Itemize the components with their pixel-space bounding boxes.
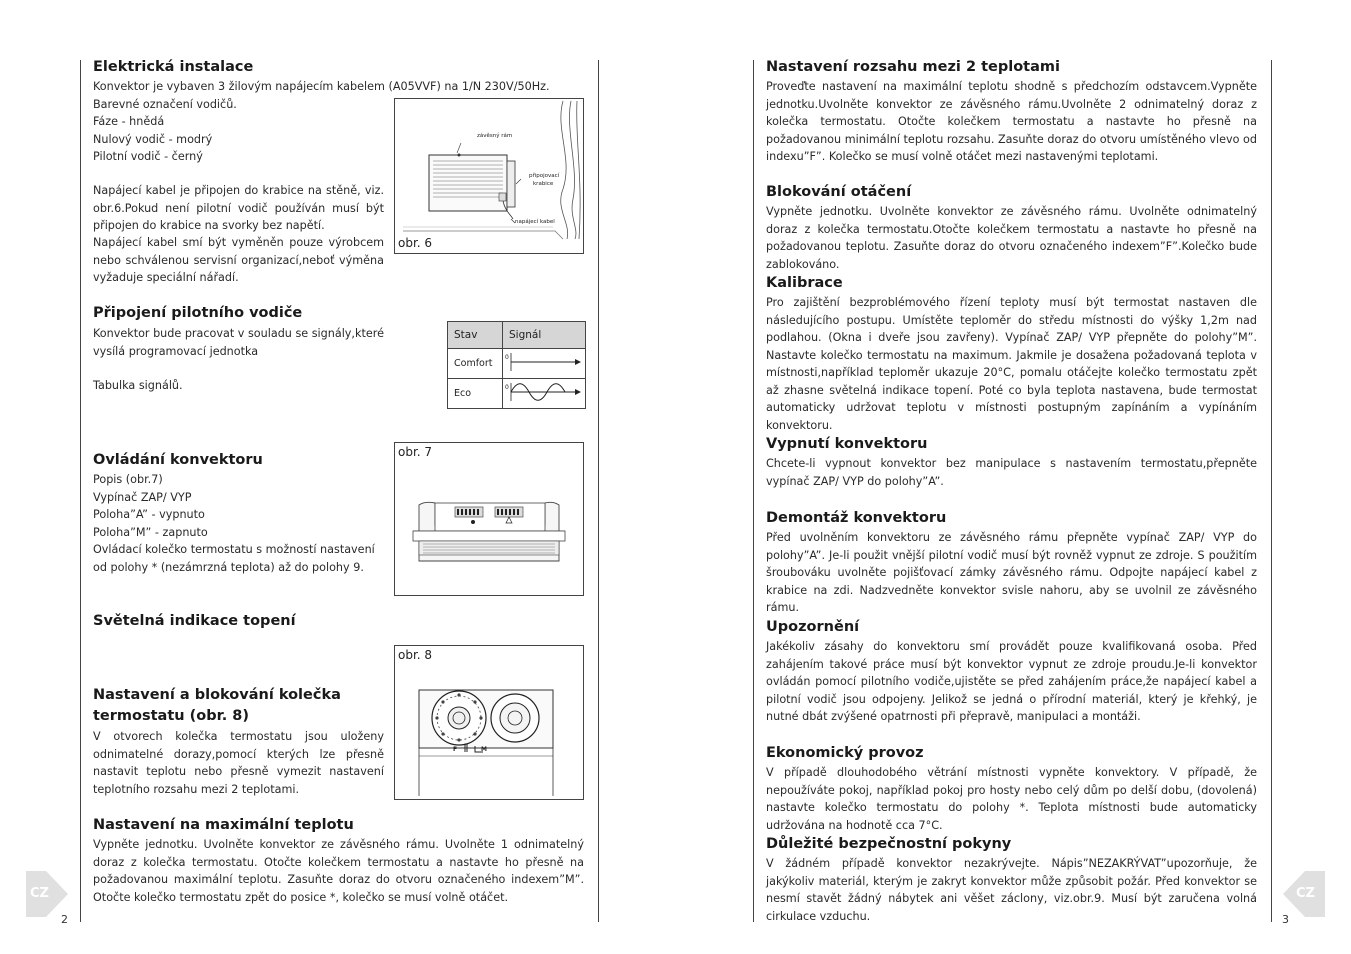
heading-rotation-lock: Blokování otáčení (766, 184, 912, 200)
text-line: Pilotní vodič - černý (93, 150, 203, 163)
safety-instructions-para: V žádném případě konvektor nezakrývejte. Nápis”NEZAKRÝVAT”upozorňuje, že jakýkoliv materiál, kterým je zakryt konvektor může způsobit požár. Před konvektor se nesmí stavět žádný nábytek ani věšet záclony, viz.obr.9. Musí být zaručena volná cirkulace vzduchu. (766, 857, 1257, 923)
heading-thermostat-lock-l2: termostatu (obr. 8) (93, 708, 249, 724)
text-line: Fáze - hnědá (93, 115, 165, 128)
heading-warning: Upozornění (766, 619, 860, 635)
page-number-left: 2 (61, 913, 68, 926)
callout-power-cable: napájecí kabel (515, 219, 555, 225)
page-number-right: 3 (1282, 913, 1289, 926)
corner-tab-label: CZ (30, 886, 49, 901)
heading-electrical-installation: Elektrická instalace (93, 59, 254, 75)
state-comfort: Comfort (448, 349, 503, 379)
sine-signal-graphic (503, 379, 585, 405)
heading-switch-off: Vypnutí konvektoru (766, 436, 928, 452)
heading-thermostat-lock-l1: Nastavení a blokování kolečka (93, 687, 341, 703)
index-mark-m: M (481, 746, 487, 753)
state-eco: Eco (448, 379, 503, 409)
switch-off-para: Chcete-li vypnout konvektor bez manipulace s nastavením termostatu,přepněte vypínač ZAP/ VYP do polohy”A”. (766, 457, 1257, 488)
warning-para: Jakékoliv zásahy do konvektoru smí provádět pouze kvalifikovaná osoba. Před zahájením takové práce musí být konvektor vypnut ze zdroje proudu.Je-li konvektor ovládán pomocí pilotního vodiče,ujistěte se před zahájením práce,že napájecí kabel a pilotní vodič jsou odpojeny. Jelikož se jedná o přírodní materiál, který je křehký, je nutné dbát zvýšené opatrnosti při přepravě, manipulaci a montáži. (766, 640, 1257, 723)
signal-table (447, 321, 586, 409)
signal-table-caption: Tabulka signálů. (93, 379, 183, 392)
signal-eco (503, 379, 586, 409)
heading-dismantling: Demontáž konvektoru (766, 510, 947, 526)
text-line: Nulový vodič - modrý (93, 132, 213, 146)
figure-8-label: obr. 8 (398, 648, 433, 662)
figure-7 (394, 442, 584, 596)
figure-6 (394, 98, 584, 254)
text-line: Popis (obr.7) (93, 473, 163, 486)
signal-zero-label: 0 (505, 384, 509, 391)
left-page-right-rule (598, 60, 599, 922)
heading-safety-instructions: Důležité bezpečnostní pokyny (766, 836, 1012, 852)
callout-junction-box-2: krabice (533, 181, 554, 187)
heading-convector-control: Ovládání konvektoru (93, 452, 263, 468)
convector-control-lines (93, 471, 208, 541)
max-temperature-para: Vypněte jednotku. Uvolněte konvektor ze závěsného rámu. Uvolněte 1 odnimatelný doraz z kolečka termostatu. Otočte kolečkem termostatu a nastavte ho přesně na požadovanou maximální teplotu. Zasuňte doraz do otvoru označeného indexem”M”. Otočte kolečko termostatu zpět do posice *, kolečko se musí volně otáčet. (93, 838, 584, 904)
col-header-state: Stav (448, 322, 503, 349)
text-line: Vypínač ZAP/ VYP (93, 490, 192, 504)
corner-tab-label: CZ (1296, 886, 1315, 901)
callout-junction-box-1: připojovací (529, 173, 560, 179)
thermostat-lock-para: V otvorech kolečka termostatu jsou uloženy odnimatelné dorazy,pomocí kterých lze přesně nastavit teplotu nebo přesně vymezit nastavení teplotního rozsahu mezi 2 teplotami. (93, 730, 384, 796)
heading-max-temperature: Nastavení na maximální teplotu (93, 817, 354, 833)
col-header-signal: Signál (503, 322, 586, 349)
index-mark-f: F (453, 746, 458, 753)
text-line: Poloha”A” - vypnuto (93, 508, 205, 521)
convector-control-para: Ovládací kolečko termostatu s možností nastavení od polohy * (nezámrzná teplota) až do polohy 9. (93, 543, 375, 574)
right-page-left-rule (753, 60, 754, 922)
dismantling-para: Před uvolněním konvektoru ze závěsného rámu přepněte vypínač ZAP/ VYP do polohy”A”. Je-li použit vnější pilotní vodič musí být rovněž vypnut ze zdroje. S použitím šroubováku uvolněte pojišťovací zámky závěsného rámu. Odpojte napájecí kabel z krabice na zdi. Nadzvedněte konvektor svisle nahoru, aby se uvolnil ze závěsného rámu. (766, 531, 1257, 614)
control-panel-illustration (395, 443, 583, 595)
economic-operation-para: V případě dlouhodobého větrání místnosti vypněte konvektory. V případě, že nepoužíváte pokoj, například pokoj pro hosty nebo celý dům po delší dobu, (dovolená) nastavte kolečko termostatu do polohy *. Teplota místnosti bude automaticky udržována na hodnotě cca 7°C. (766, 766, 1257, 832)
left-margin-rule (80, 60, 81, 922)
figure-8 (394, 645, 584, 800)
thermostat-dials-illustration (395, 646, 583, 799)
right-margin-rule (1271, 60, 1272, 922)
callout-frame: závěsný rám (477, 133, 513, 139)
range-setting-para: Proveďte nastavení na maximální teplotu shodně s předchozím odstavcem.Vypněte jednotku.Uvolněte konvektor ze závěsného rámu.Uvolněte 2 odnimatelný doraz z kolečka termostatu. Otočte kolečkem termostatu a nastavte ho přesně na požadovanou minimální teplotu rozsahu. Zasuňte doraz do otvoru umístěného vlevo od indexu”F”. Kolečko se musí volně otáčet mezi nastavenými teplotami. (766, 80, 1257, 163)
heading-economic-operation: Ekonomický provoz (766, 745, 924, 761)
text-line: Poloha”M” - zapnuto (93, 525, 208, 539)
heading-range-setting: Nastavení rozsahu mezi 2 teplotami (766, 59, 1060, 75)
figure-7-label: obr. 7 (398, 445, 433, 459)
text-line: Konvektor je vybaven 3 žilovým napájecím kabelem (A05VVF) na 1/N 230V/50Hz. (93, 80, 550, 93)
signal-comfort (503, 349, 586, 379)
signal-zero-label: 0 (505, 354, 509, 361)
text-line: Barevné označení vodičů. (93, 97, 237, 111)
pilot-wire-para: Konvektor bude pracovat v souladu se signály,které vysílá programovací jednotka (93, 327, 384, 358)
heading-pilot-wire: Připojení pilotního vodiče (93, 305, 303, 321)
figure-6-label: obr. 6 (398, 236, 433, 250)
flat-signal-graphic (503, 349, 585, 375)
rotation-lock-para: Vypněte jednotku. Uvolněte konvektor ze závěsného rámu. Uvolněte odnimatelný doraz z kolečka termostatu.Otočte kolečkem termostatu a nastavte ho přesně na požadovanou teplotu. Zasuňte doraz do otvoru označeného indexem”F”.Kolečko bude zablokováno. (766, 205, 1257, 271)
electrical-installation-para-3: Napájecí kabel smí být vyměněn pouze výrobcem nebo schválenou servisní organizací,neboť výměna vyžaduje speciální nářadí. (93, 236, 384, 284)
corner-tab-left (26, 871, 68, 917)
corner-tab-right (1283, 871, 1325, 917)
electrical-installation-para-2: Napájecí kabel je připojen do krabice na stěně, viz. obr.6.Pokud není pilotní vodič používán musí být připojen do krabice na svorky bez napětí. (93, 184, 384, 232)
calibration-para: Pro zajištění bezproblémového řízení teploty musí být termostat nastaven dle následujícího postupu. Umístěte teploměr do středu místnosti do výšky 1,2m nad podlahou. (Okna i dveře jsou zavřeny). Vypínač ZAP/ VYP přepněte do polohy”M”. Nastavte kolečko termostatu na maximum. Jakmile je dosažena požadovaná teplota v místnosti,například teploměr ukazuje 20°C, pomalu otáčejte kolečko termostatu zpět až zhasne světelná indikace topení. Poté co byla teplota nastavena, bude termostat automaticky udržovat teplotu v místnosti postupným zapínáním a vypínáním konvektoru. (766, 296, 1257, 432)
heading-heating-indicator: Světelná indikace topení (93, 613, 296, 629)
heading-calibration: Kalibrace (766, 275, 843, 291)
